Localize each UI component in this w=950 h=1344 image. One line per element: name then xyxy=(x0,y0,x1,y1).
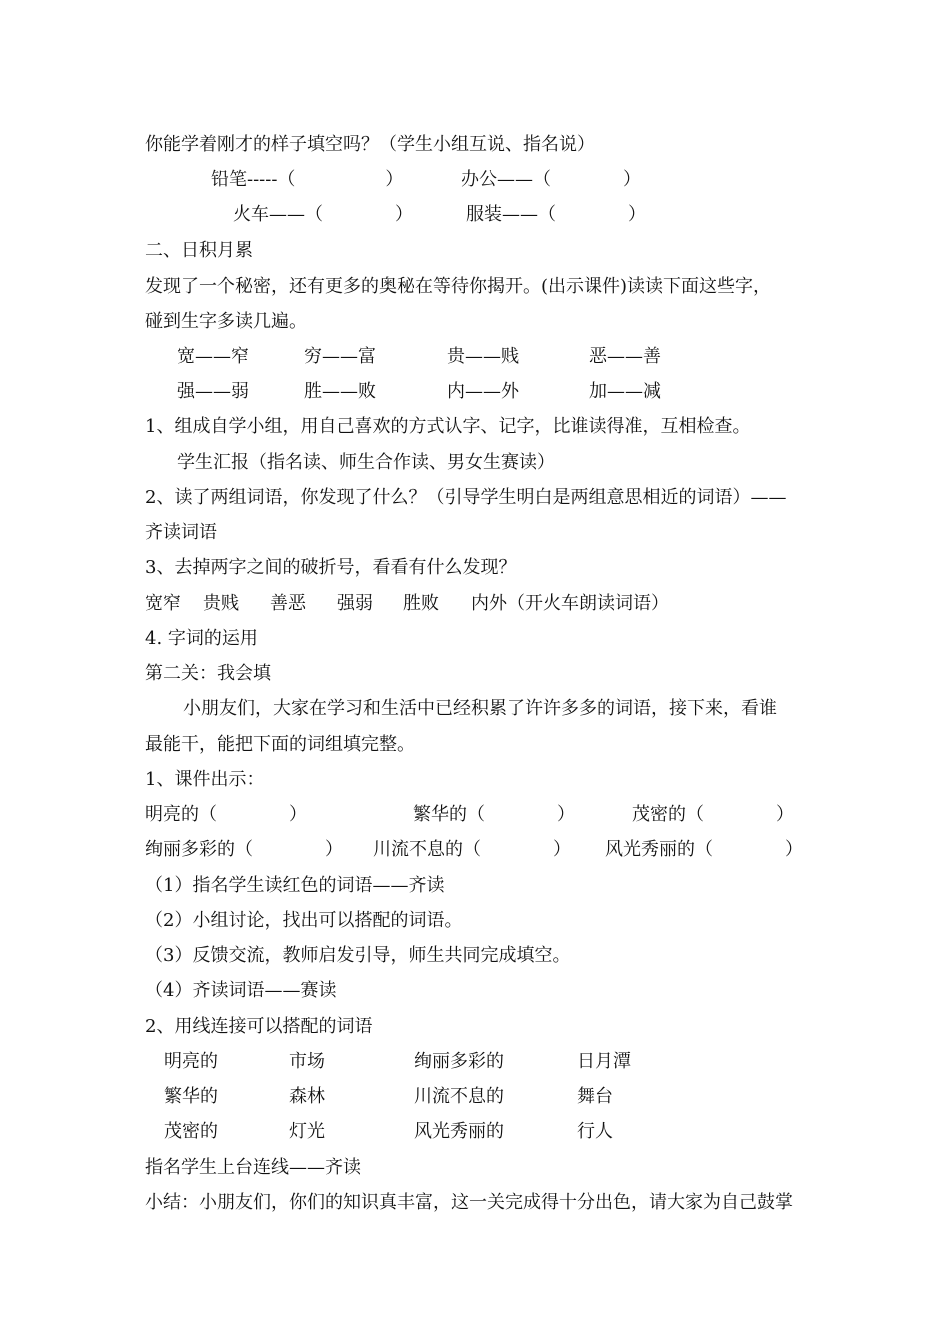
word-pair: 内——外 xyxy=(447,381,519,402)
text-line: 指名学生上台连线——齐读 xyxy=(145,1157,361,1178)
text-line: 3、去掉两字之间的破折号，看看有什么发现？ xyxy=(145,557,517,578)
match-word: 川流不息的 xyxy=(414,1086,504,1107)
word-pair: 胜——败 xyxy=(304,381,376,402)
match-word: 明亮的 xyxy=(164,1051,218,1072)
section-heading: 二、日积月累 xyxy=(145,240,253,261)
word-pair: 宽——窄 xyxy=(177,346,249,367)
text-line: 4. 字词的运用 xyxy=(145,628,258,649)
text-line: （4）齐读词语——赛读 xyxy=(145,980,337,1001)
text-line: （1）指名学生读红色的词语——齐读 xyxy=(145,875,445,896)
fill-blank-item: 铅笔-----（ ） xyxy=(211,169,404,190)
word-pair: 加——减 xyxy=(589,381,661,402)
word: 内外（开火车朗读词语） xyxy=(471,593,669,614)
fill-blank-item: 服装——（ ） xyxy=(466,204,646,225)
text-line: 学生汇报（指名读、师生合作读、男女生赛读） xyxy=(177,452,555,473)
text-line: 齐读词语 xyxy=(145,522,217,543)
text-line: 小结：小朋友们，你们的知识真丰富，这一关完成得十分出色，请大家为自己鼓掌 xyxy=(145,1192,793,1213)
text-line: 第二关：我会填 xyxy=(145,663,271,684)
match-word: 森林 xyxy=(289,1086,325,1107)
text-line: 小朋友们，大家在学习和生活中已经积累了许许多多的词语，接下来，看谁 xyxy=(183,698,777,719)
text-line: 1、组成自学小组，用自己喜欢的方式认字、记字，比谁读得准，互相检查。 xyxy=(145,416,751,437)
fill-blank-item: 火车——（ ） xyxy=(233,204,413,225)
match-word: 灯光 xyxy=(289,1121,325,1142)
word-pair: 穷——富 xyxy=(304,346,376,367)
text-line: 2、用线连接可以搭配的词语 xyxy=(145,1016,373,1037)
text-line: （3）反馈交流，教师启发引导，师生共同完成填空。 xyxy=(145,945,571,966)
text-line: 1、课件出示： xyxy=(145,769,265,790)
word: 胜败 xyxy=(403,593,439,614)
match-word: 绚丽多彩的 xyxy=(414,1051,504,1072)
text-line: 碰到生字多读几遍。 xyxy=(145,311,307,332)
match-word: 茂密的 xyxy=(164,1121,218,1142)
text-line: 2、读了两组词语，你发现了什么？（引导学生明白是两组意思相近的词语）—— xyxy=(145,487,787,508)
fill-blank-item: 风光秀丽的（ ） xyxy=(605,839,803,860)
text-line: （2）小组讨论，找出可以搭配的词语。 xyxy=(145,910,463,931)
fill-blank-item: 办公——（ ） xyxy=(461,169,641,190)
match-word: 市场 xyxy=(289,1051,325,1072)
word-pair: 贵——贱 xyxy=(447,346,519,367)
text-line: 发现了一个秘密，还有更多的奥秘在等待你揭开。(出示课件)读读下面这些字， xyxy=(145,276,772,297)
fill-blank-item: 明亮的（ ） xyxy=(145,804,307,825)
fill-blank-item: 茂密的（ ） xyxy=(632,804,794,825)
match-word: 风光秀丽的 xyxy=(414,1121,504,1142)
match-word: 舞台 xyxy=(577,1086,613,1107)
word: 强弱 xyxy=(337,593,373,614)
fill-blank-item: 绚丽多彩的（ ） xyxy=(145,839,343,860)
fill-blank-item: 川流不息的（ ） xyxy=(373,839,571,860)
match-word: 日月潭 xyxy=(577,1051,631,1072)
word-pair: 恶——善 xyxy=(589,346,661,367)
text-line: 你能学着刚才的样子填空吗？（学生小组互说、指名说） xyxy=(145,134,595,155)
match-word: 行人 xyxy=(577,1121,613,1142)
word-pair: 强——弱 xyxy=(177,381,249,402)
match-word: 繁华的 xyxy=(164,1086,218,1107)
text-line: 最能干，能把下面的词组填完整。 xyxy=(145,734,415,755)
fill-blank-item: 繁华的（ ） xyxy=(413,804,575,825)
word: 贵贱 xyxy=(203,593,239,614)
word: 善恶 xyxy=(270,593,306,614)
word: 宽窄 xyxy=(145,593,181,614)
